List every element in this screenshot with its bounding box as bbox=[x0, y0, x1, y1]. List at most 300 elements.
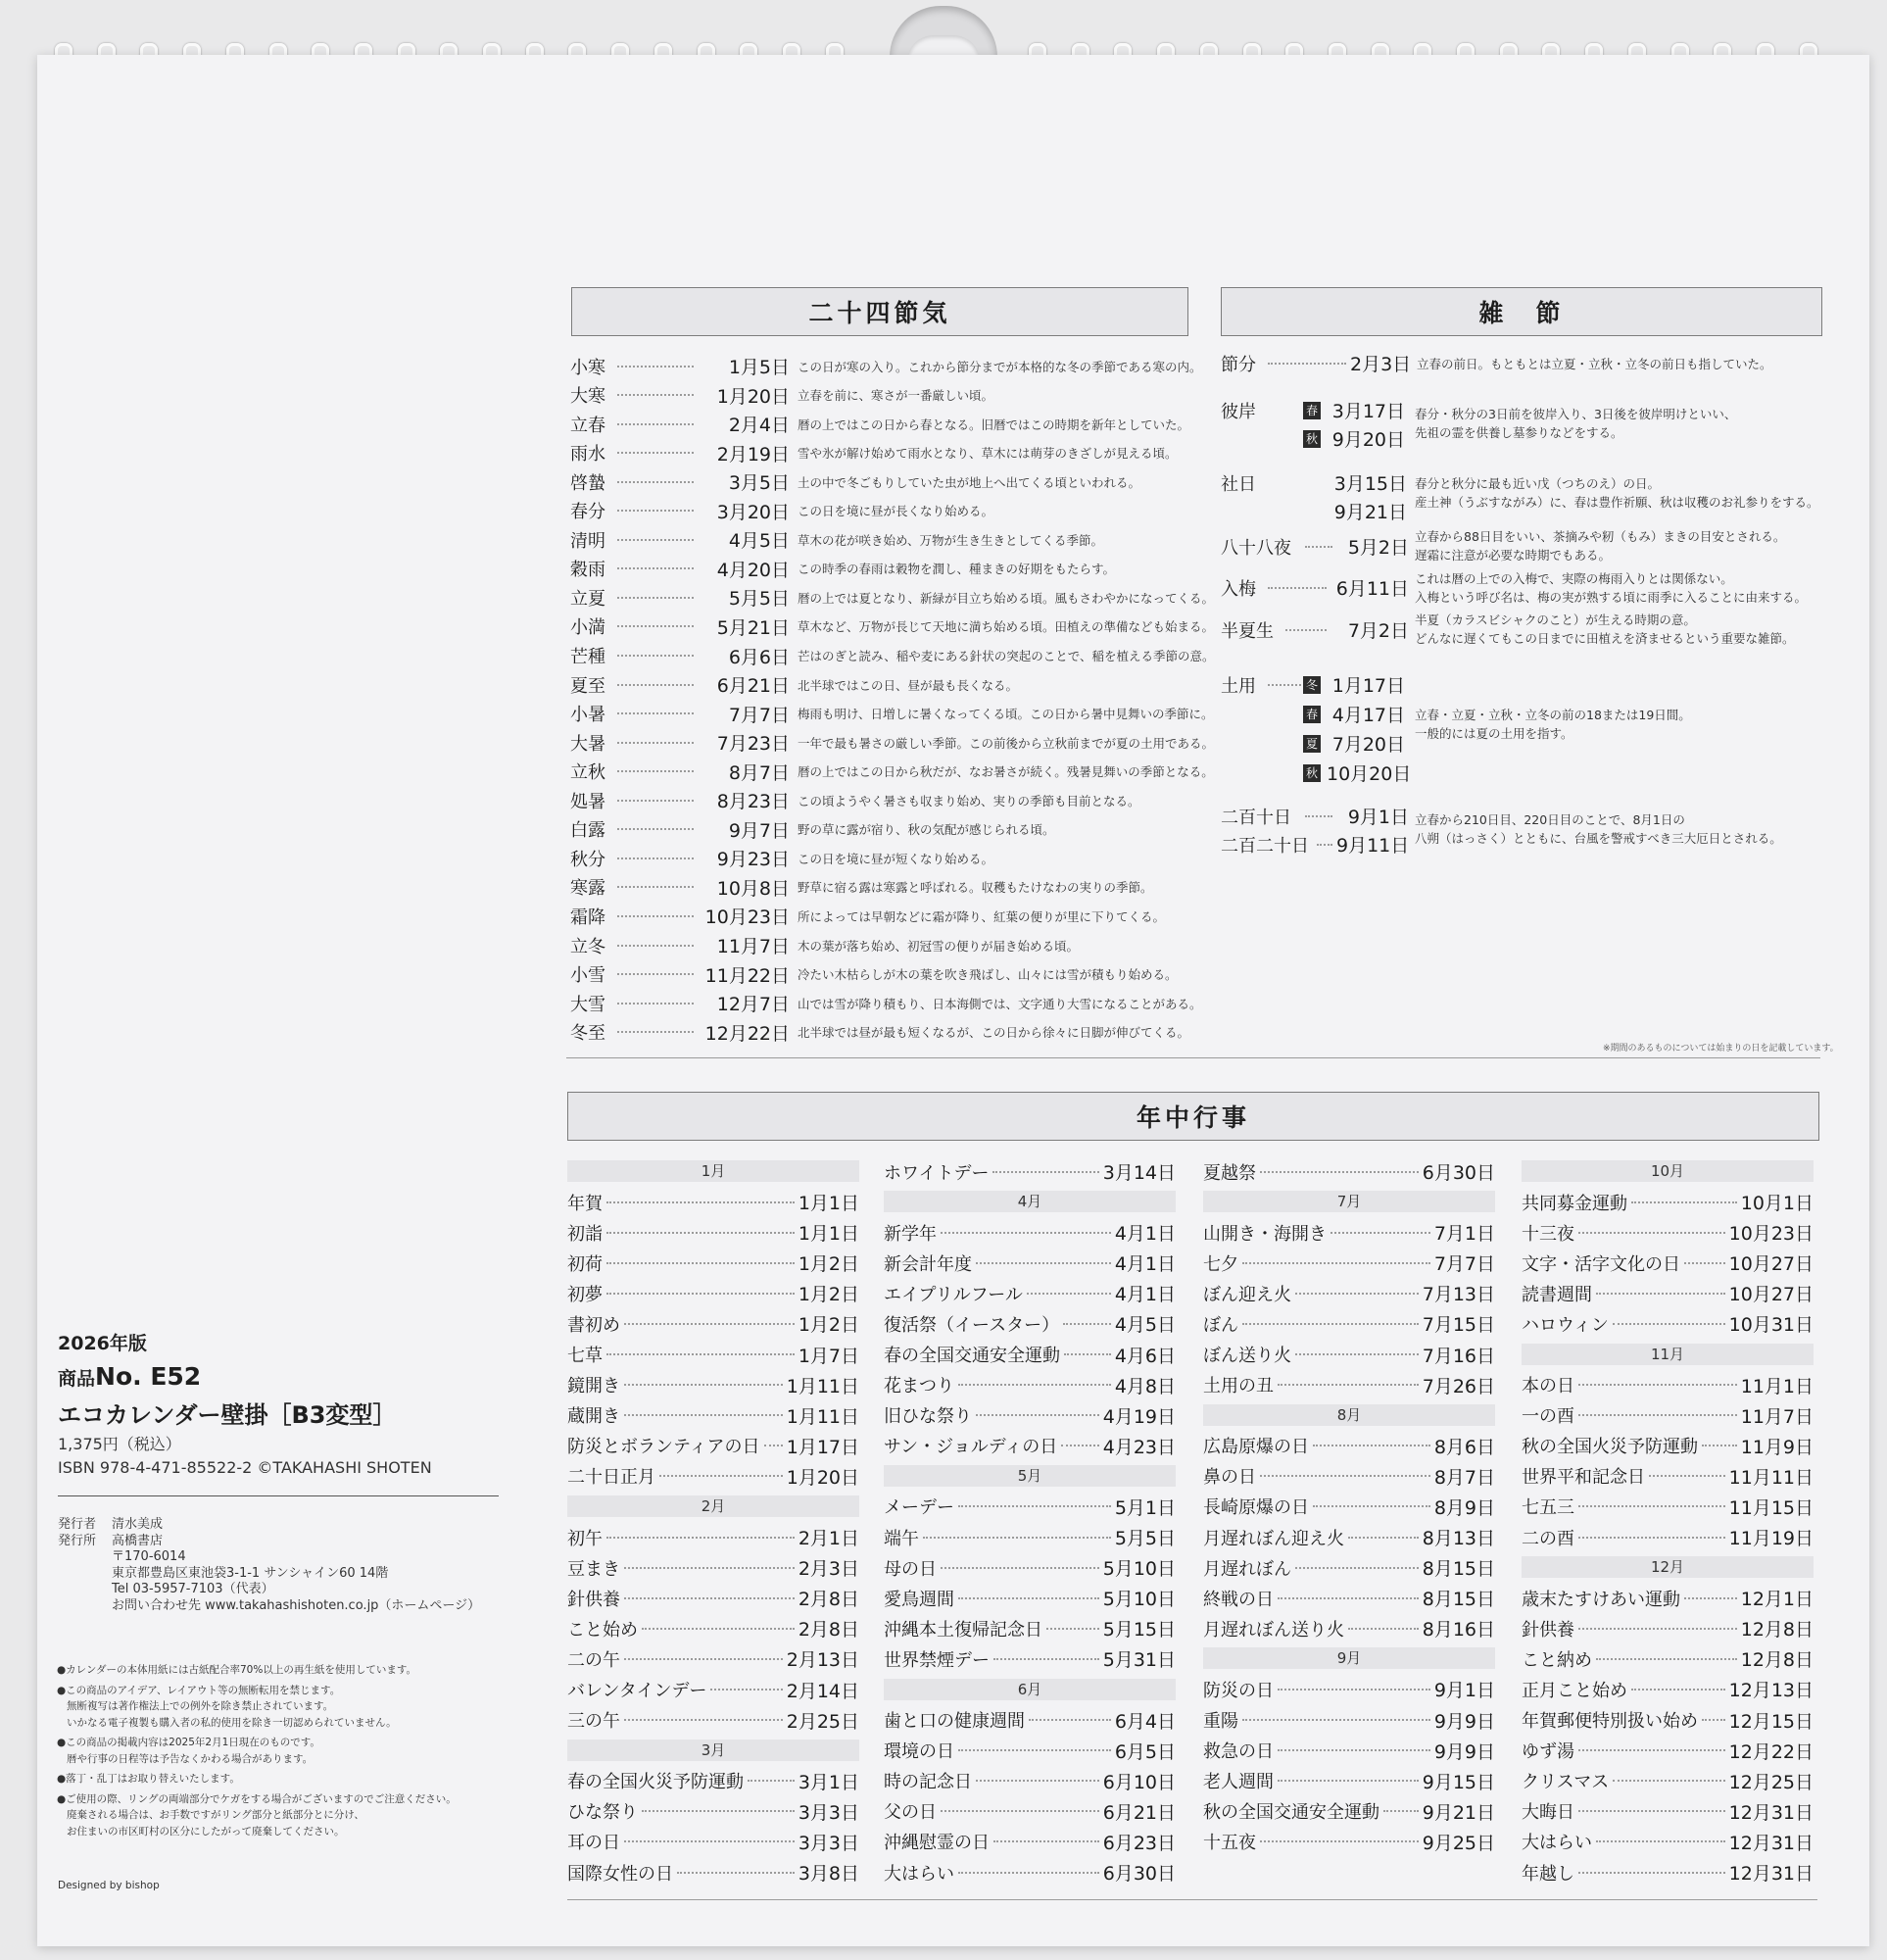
zassetsu-header: 雑 節 bbox=[1221, 287, 1822, 336]
product-number-label: 商品 bbox=[58, 1368, 96, 1390]
zassetsu-date: 4月17日 bbox=[1331, 705, 1405, 726]
season-autumn-box: 秋 bbox=[1303, 430, 1321, 448]
zassetsu-date: 9月11日 bbox=[1336, 835, 1410, 857]
event-row bbox=[884, 1798, 1176, 1825]
sekki-date: 9月23日 bbox=[716, 849, 790, 871]
event-name: ホワイトデー bbox=[884, 1162, 990, 1184]
event-date: 4月1日 bbox=[1114, 1284, 1176, 1306]
event-date: 6月10日 bbox=[1102, 1771, 1176, 1793]
leader-dots bbox=[1295, 1567, 1419, 1569]
event-row bbox=[567, 1250, 859, 1276]
zassetsu-date: 3月15日 bbox=[1333, 473, 1407, 495]
leader-dots bbox=[617, 828, 694, 830]
sekki-desc: 雪や氷が解け始めて雨水となり、草木には萌芽のきざしが見える頃。 bbox=[798, 446, 1178, 462]
sekki-desc: 一年で最も暑さの厳しい季節。この前後から立秋前までが夏の土用である。 bbox=[798, 735, 1215, 751]
month-header: 11月 bbox=[1522, 1344, 1814, 1365]
event-date: 12月31日 bbox=[1728, 1832, 1814, 1854]
month-header: 2月 bbox=[567, 1495, 859, 1517]
month-header: 4月 bbox=[884, 1191, 1176, 1212]
event-row bbox=[567, 1829, 859, 1855]
sekki-name: 白露 bbox=[570, 820, 605, 842]
event-date: 9月1日 bbox=[1433, 1680, 1495, 1702]
leader-dots bbox=[1684, 1262, 1725, 1264]
event-row bbox=[567, 1342, 859, 1368]
event-date: 6月30日 bbox=[1102, 1863, 1176, 1885]
leader-dots bbox=[659, 1475, 783, 1477]
event-name: 書初め bbox=[567, 1314, 620, 1336]
sekki-name: 雨水 bbox=[570, 444, 605, 466]
event-name: 二十日正月 bbox=[567, 1467, 655, 1489]
event-row bbox=[1522, 1463, 1814, 1490]
zassetsu-doyo-3 bbox=[1303, 730, 1405, 757]
sekki-desc: 梅雨も明け、日増しに暑くなってくる頃。この日から暑中見舞いの季節に。 bbox=[798, 707, 1214, 722]
designer-credit: Designed by bishop bbox=[58, 1880, 160, 1891]
leader-dots bbox=[1063, 1323, 1111, 1325]
event-row bbox=[567, 1645, 859, 1672]
event-date: 7月7日 bbox=[1433, 1253, 1495, 1276]
leader-dots bbox=[1578, 1628, 1737, 1630]
leader-dots bbox=[617, 770, 694, 772]
leader-dots bbox=[1305, 546, 1332, 548]
month-header: 10月 bbox=[1522, 1160, 1814, 1182]
event-date: 4月1日 bbox=[1114, 1223, 1176, 1246]
sekki-row bbox=[570, 816, 1055, 843]
event-name: 老人週間 bbox=[1203, 1772, 1274, 1793]
event-date: 5月10日 bbox=[1102, 1589, 1176, 1611]
event-name: 端午 bbox=[884, 1528, 919, 1549]
event-name: 読書週間 bbox=[1522, 1284, 1592, 1305]
event-date: 9月21日 bbox=[1422, 1801, 1495, 1824]
sekki-header: 二十四節気 bbox=[571, 287, 1188, 336]
event-row bbox=[884, 1494, 1176, 1520]
sekki-row bbox=[570, 932, 1079, 958]
sekki-date: 1月20日 bbox=[716, 385, 790, 408]
event-row bbox=[1203, 1433, 1495, 1459]
event-date: 1月11日 bbox=[786, 1375, 859, 1397]
sekki-name: 立春 bbox=[570, 415, 605, 436]
leader-dots bbox=[617, 597, 694, 599]
event-name: 春の全国交通安全運動 bbox=[884, 1346, 1060, 1366]
zassetsu-name: 二百十日 bbox=[1221, 807, 1291, 828]
event-row bbox=[1203, 1524, 1495, 1550]
leader-dots bbox=[617, 481, 694, 483]
event-date: 12月8日 bbox=[1740, 1619, 1814, 1642]
event-date: 7月26日 bbox=[1422, 1375, 1495, 1397]
publisher-value: 高橋書店 bbox=[112, 1533, 164, 1548]
season-autumn-box: 秋 bbox=[1303, 764, 1321, 782]
event-name: 沖縄本土復帰記念日 bbox=[884, 1619, 1042, 1641]
event-date: 1月2日 bbox=[798, 1314, 859, 1337]
event-name: 新学年 bbox=[884, 1223, 937, 1245]
leader-dots bbox=[617, 452, 694, 454]
event-row bbox=[1203, 1798, 1495, 1825]
event-row bbox=[1203, 1676, 1495, 1702]
publisher-value: 清水美成 bbox=[112, 1517, 164, 1532]
event-name: エイプリルフール bbox=[884, 1284, 1023, 1305]
season-winter-box: 冬 bbox=[1303, 676, 1321, 694]
event-row bbox=[884, 1524, 1176, 1550]
event-row bbox=[884, 1402, 1176, 1429]
event-name: 春の全国火災予防運動 bbox=[567, 1772, 744, 1793]
event-name: ぼん送り火 bbox=[1203, 1346, 1291, 1366]
event-name: 豆まき bbox=[567, 1558, 620, 1580]
event-row bbox=[1522, 1829, 1814, 1855]
event-date: 7月15日 bbox=[1422, 1314, 1495, 1337]
event-name: 共同募金運動 bbox=[1522, 1193, 1627, 1214]
sekki-row bbox=[570, 903, 1165, 929]
event-date: 3月8日 bbox=[798, 1863, 859, 1885]
event-name: クリスマス bbox=[1522, 1772, 1610, 1793]
sekki-name: 小満 bbox=[570, 617, 605, 639]
leader-dots bbox=[1596, 1840, 1725, 1842]
sekki-row bbox=[570, 382, 993, 409]
zassetsu-name: 節分 bbox=[1221, 354, 1256, 375]
event-name: 七五三 bbox=[1522, 1497, 1574, 1519]
event-name: 父の日 bbox=[884, 1802, 937, 1824]
zassetsu-name: 社日 bbox=[1221, 474, 1256, 495]
event-date: 1月2日 bbox=[798, 1253, 859, 1276]
event-date: 4月1日 bbox=[1114, 1253, 1176, 1276]
leader-dots bbox=[1578, 1505, 1725, 1507]
desc-line: 半夏（カラスビシャクのこと）が生える時期の意。 bbox=[1415, 612, 1696, 627]
zassetsu-desc bbox=[1415, 527, 1785, 564]
event-date: 11月7日 bbox=[1740, 1405, 1814, 1428]
event-date: 12月25日 bbox=[1728, 1771, 1814, 1793]
leader-dots bbox=[1596, 1658, 1737, 1660]
sekki-desc: 暦の上ではこの日から春となる。旧暦ではこの時期を新年としていた。 bbox=[798, 416, 1190, 432]
sekki-name: 立夏 bbox=[570, 588, 605, 610]
zassetsu-doyo bbox=[1221, 672, 1305, 698]
event-name: 歯と口の健康週間 bbox=[884, 1711, 1025, 1732]
event-name: 年越し bbox=[1522, 1863, 1574, 1885]
leader-dots bbox=[1702, 1719, 1725, 1721]
sekki-name: 大暑 bbox=[570, 733, 605, 755]
leader-dots bbox=[1631, 1689, 1725, 1690]
leader-dots bbox=[617, 712, 694, 714]
leader-dots bbox=[617, 800, 694, 802]
desc-line: 八朔（はっさく）とともに、台風を警戒すべき三大厄日とされる。 bbox=[1415, 831, 1782, 846]
month-header: 6月 bbox=[884, 1679, 1176, 1700]
season-spring-box: 春 bbox=[1303, 402, 1321, 419]
sekki-row bbox=[570, 556, 1115, 582]
sekki-desc: 野草に宿る露は寒露と呼ばれる。収穫もたけなわの実りの季節。 bbox=[798, 880, 1153, 896]
leader-dots bbox=[624, 1414, 783, 1416]
leader-dots bbox=[624, 1384, 783, 1386]
event-row bbox=[884, 1433, 1176, 1459]
product-isbn: ISBN 978-4-471-85522-2 ©TAKAHASHI SHOTEN bbox=[58, 1458, 432, 1477]
event-row bbox=[884, 1829, 1176, 1855]
event-name: 長崎原爆の日 bbox=[1203, 1497, 1309, 1519]
event-name: 秋の全国交通安全運動 bbox=[1203, 1802, 1379, 1824]
leader-dots bbox=[617, 973, 694, 975]
event-date: 2月1日 bbox=[798, 1528, 859, 1549]
event-date: 12月15日 bbox=[1728, 1710, 1814, 1733]
publisher-value: 東京都豊島区東池袋3-1-1 サンシャイン60 14階 bbox=[112, 1565, 389, 1581]
leader-dots bbox=[617, 684, 694, 686]
event-row bbox=[1522, 1798, 1814, 1825]
sekki-date: 10月8日 bbox=[716, 877, 790, 900]
zassetsu-desc bbox=[1415, 706, 1691, 743]
zassetsu-doyo-4 bbox=[1303, 760, 1412, 786]
event-row bbox=[884, 1310, 1176, 1337]
event-name: 針供養 bbox=[1522, 1619, 1574, 1641]
sekki-desc: 北半球ではこの日、昼が最も長くなる。 bbox=[798, 677, 1019, 693]
leader-dots bbox=[1317, 844, 1332, 846]
sekki-name: 大雪 bbox=[570, 994, 605, 1015]
leader-dots bbox=[624, 1597, 795, 1599]
event-name: 初夢 bbox=[567, 1284, 603, 1305]
leader-dots bbox=[606, 1201, 795, 1203]
zassetsu-date: 9月20日 bbox=[1331, 429, 1405, 451]
leader-dots bbox=[1285, 629, 1327, 631]
sekki-name: 霜降 bbox=[570, 906, 605, 928]
zassetsu-name: 半夏生 bbox=[1221, 620, 1274, 642]
leader-dots bbox=[642, 1628, 795, 1630]
event-name: 広島原爆の日 bbox=[1203, 1437, 1309, 1458]
sekki-date: 6月6日 bbox=[728, 646, 790, 668]
desc-line: 産土神（うぶすながみ）に、春は豊作祈願、秋は収穫のお礼参りをする。 bbox=[1415, 495, 1819, 510]
event-name: ぼん迎え火 bbox=[1203, 1284, 1291, 1305]
event-name: 二の午 bbox=[567, 1649, 620, 1671]
leader-dots bbox=[1684, 1597, 1737, 1599]
event-name: サン・ジョルディの日 bbox=[884, 1437, 1058, 1458]
sekki-name: 芒種 bbox=[570, 647, 605, 667]
leader-dots bbox=[958, 1597, 1099, 1599]
event-name: 文字・活字文化の日 bbox=[1522, 1253, 1680, 1275]
notice-line: ●カレンダーの本体用紙には古紙配合率70%以上の再生紙を使用しています。 bbox=[57, 1664, 416, 1676]
zassetsu-desc bbox=[1415, 569, 1807, 607]
event-name: 沖縄慰霊の日 bbox=[884, 1833, 990, 1854]
event-date: 6月30日 bbox=[1422, 1162, 1495, 1184]
sekki-rule bbox=[566, 1057, 1223, 1058]
event-row bbox=[1203, 1342, 1495, 1368]
event-row bbox=[1203, 1372, 1495, 1398]
event-row bbox=[884, 1342, 1176, 1368]
zassetsu-hangesho bbox=[1221, 616, 1409, 643]
event-date: 8月13日 bbox=[1422, 1528, 1495, 1549]
event-date: 6月23日 bbox=[1102, 1832, 1176, 1854]
product-rule bbox=[58, 1495, 499, 1496]
notice-line: 廃棄される場合は、お手数ですがリング部分と紙部分とに分け、 bbox=[67, 1809, 364, 1821]
leader-dots bbox=[1268, 363, 1346, 365]
event-name: ぼん bbox=[1203, 1314, 1238, 1336]
event-date: 10月31日 bbox=[1728, 1314, 1814, 1337]
leader-dots bbox=[1383, 1810, 1419, 1812]
event-row bbox=[1522, 1250, 1814, 1276]
event-row bbox=[1203, 1707, 1495, 1734]
event-row bbox=[567, 1585, 859, 1611]
sekki-desc: 暦の上では夏となり、新緑が目立ち始める頃。風もさわやかになってくる。 bbox=[798, 590, 1215, 606]
zassetsu-nihyaku-1 bbox=[1221, 803, 1409, 829]
sekki-row bbox=[570, 845, 993, 871]
leader-dots bbox=[1295, 1353, 1419, 1355]
event-row bbox=[884, 1280, 1176, 1306]
publisher-key: 発行者 bbox=[58, 1517, 97, 1532]
event-date: 4月23日 bbox=[1102, 1436, 1176, 1458]
event-name: 正月こと始め bbox=[1522, 1680, 1627, 1701]
notice-line: 無断複写は著作権法上での例外を除き禁止されています。 bbox=[67, 1700, 334, 1712]
notice-line: ●この商品のアイデア、レイアウト等の無断転用を禁じます。 bbox=[57, 1684, 341, 1696]
event-row bbox=[884, 1859, 1176, 1886]
event-row bbox=[567, 1524, 859, 1550]
sekki-date: 6月21日 bbox=[716, 675, 790, 698]
event-date: 12月13日 bbox=[1728, 1680, 1814, 1702]
nenchu-header: 年中行事 bbox=[567, 1092, 1819, 1141]
leader-dots bbox=[1268, 587, 1327, 589]
sekki-name: 啓蟄 bbox=[570, 472, 605, 494]
event-name: 針供養 bbox=[567, 1589, 620, 1610]
event-row bbox=[1203, 1250, 1495, 1276]
event-name: 山開き・海開き bbox=[1203, 1223, 1327, 1245]
event-date: 4月5日 bbox=[1114, 1314, 1176, 1337]
event-row bbox=[884, 1250, 1176, 1276]
sekki-desc: 木の葉が落ち始め、初冠雪の便りが届き始める頃。 bbox=[798, 938, 1080, 954]
sekki-name: 春分 bbox=[570, 502, 605, 523]
event-row bbox=[884, 1615, 1176, 1642]
event-name: 初詣 bbox=[567, 1223, 603, 1245]
zassetsu-name: 入梅 bbox=[1221, 578, 1256, 600]
zassetsu-date: 2月3日 bbox=[1350, 354, 1412, 375]
event-row bbox=[1522, 1402, 1814, 1429]
event-row bbox=[567, 1433, 859, 1459]
event-name: 大はらい bbox=[884, 1863, 954, 1885]
event-date: 3月3日 bbox=[798, 1832, 859, 1854]
event-date: 12月22日 bbox=[1728, 1740, 1814, 1763]
sekki-row bbox=[570, 729, 1214, 756]
sekki-desc: 冷たい木枯らしが木の葉を吹き飛ばし、山々には雪が積もり始める。 bbox=[798, 967, 1178, 983]
event-row bbox=[1203, 1310, 1495, 1337]
zassetsu-date: 3月17日 bbox=[1331, 401, 1405, 422]
sekki-row bbox=[570, 874, 1153, 901]
event-row bbox=[1203, 1494, 1495, 1520]
sekki-row bbox=[570, 526, 1103, 553]
event-date: 5月15日 bbox=[1102, 1619, 1176, 1642]
sekki-date: 4月20日 bbox=[716, 559, 790, 581]
leader-dots bbox=[941, 1232, 1111, 1234]
event-name: 蔵開き bbox=[567, 1406, 620, 1428]
sekki-date: 7月7日 bbox=[728, 704, 790, 726]
leader-dots bbox=[1578, 1414, 1737, 1416]
leader-dots bbox=[1578, 1537, 1725, 1539]
sekki-date: 11月7日 bbox=[716, 936, 790, 957]
publisher-value: お問い合わせ先 www.takahashishoten.co.jp（ホームページ） bbox=[112, 1598, 481, 1613]
event-name: 初午 bbox=[567, 1528, 603, 1549]
sekki-row bbox=[570, 584, 1214, 611]
sekki-desc: 草木の花が咲き始め、万物が生き生きとしてくる季節。 bbox=[798, 532, 1104, 548]
event-name: 世界平和記念日 bbox=[1522, 1467, 1645, 1489]
event-row bbox=[884, 1554, 1176, 1581]
zassetsu-name: 八十八夜 bbox=[1221, 537, 1291, 559]
event-date: 8月15日 bbox=[1422, 1558, 1495, 1581]
zassetsu-hachiju bbox=[1221, 533, 1409, 560]
leader-dots bbox=[1064, 1353, 1111, 1355]
zassetsu-date: 7月20日 bbox=[1331, 734, 1405, 756]
desc-line: 入梅という呼び名は、梅の実が熟する頃に雨季に入ることに由来する。 bbox=[1415, 590, 1808, 605]
leader-dots bbox=[624, 1567, 795, 1569]
zassetsu-doyo-2 bbox=[1303, 701, 1405, 727]
desc-line: 立春・立夏・立秋・立冬の前の18または19日間。 bbox=[1415, 708, 1691, 722]
event-date: 7月16日 bbox=[1422, 1345, 1495, 1367]
event-date: 9月9日 bbox=[1433, 1740, 1495, 1763]
sekki-row bbox=[570, 961, 1178, 988]
event-name: 土用の丑 bbox=[1203, 1376, 1274, 1397]
sekki-date: 2月19日 bbox=[716, 443, 790, 466]
month-header: 12月 bbox=[1522, 1556, 1814, 1578]
event-row bbox=[567, 1372, 859, 1398]
sekki-date: 3月20日 bbox=[716, 501, 790, 523]
event-name: 環境の日 bbox=[884, 1741, 954, 1763]
sekki-date: 8月23日 bbox=[716, 791, 790, 813]
leader-dots bbox=[941, 1810, 1099, 1812]
event-date: 4月19日 bbox=[1102, 1405, 1176, 1428]
event-date: 9月9日 bbox=[1433, 1710, 1495, 1733]
event-date: 10月27日 bbox=[1728, 1253, 1814, 1276]
event-row bbox=[1522, 1738, 1814, 1764]
event-date: 11月15日 bbox=[1728, 1496, 1814, 1519]
sekki-row bbox=[570, 440, 1178, 466]
event-name: 三の午 bbox=[567, 1711, 620, 1733]
event-name: 大はらい bbox=[1522, 1833, 1592, 1854]
event-name: 初荷 bbox=[567, 1253, 603, 1275]
leader-dots bbox=[617, 567, 694, 569]
notice-line: ●落丁・乱丁はお取り替えいたします。 bbox=[57, 1773, 240, 1785]
sekki-row bbox=[570, 759, 1214, 785]
leader-dots bbox=[1348, 1537, 1419, 1539]
sekki-name: 寒露 bbox=[570, 878, 605, 900]
event-date: 4月6日 bbox=[1114, 1345, 1176, 1367]
event-name: バレンタインデー bbox=[567, 1681, 707, 1701]
event-row bbox=[884, 1707, 1176, 1734]
leader-dots bbox=[1260, 1475, 1430, 1477]
leader-dots bbox=[1305, 815, 1332, 817]
sekki-row bbox=[570, 671, 1018, 698]
event-date: 8月9日 bbox=[1433, 1496, 1495, 1519]
sekki-date: 12月22日 bbox=[704, 1022, 790, 1045]
event-name: メーデー bbox=[884, 1497, 954, 1519]
sekki-name: 小暑 bbox=[570, 705, 605, 726]
month-header: 3月 bbox=[567, 1740, 859, 1761]
event-date: 11月19日 bbox=[1728, 1528, 1814, 1549]
event-date: 11月9日 bbox=[1740, 1436, 1814, 1458]
event-name: 防災とボランティアの日 bbox=[567, 1437, 760, 1458]
leader-dots bbox=[1613, 1780, 1724, 1782]
zassetsu-date: 9月21日 bbox=[1333, 502, 1407, 523]
leader-dots bbox=[1278, 1689, 1430, 1690]
month-header: 5月 bbox=[884, 1465, 1176, 1487]
sekki-date: 2月4日 bbox=[728, 415, 790, 437]
desc-line: どんなに遅くてもこの日までに田植えを済ませるという重要な雑節。 bbox=[1415, 631, 1795, 646]
sekki-name: 小寒 bbox=[570, 357, 605, 378]
event-name: 旧ひな祭り bbox=[884, 1406, 972, 1428]
event-date: 2月8日 bbox=[798, 1619, 859, 1642]
nenchu-rule bbox=[567, 1899, 1817, 1900]
event-row bbox=[1522, 1280, 1814, 1306]
leader-dots bbox=[764, 1445, 783, 1446]
leader-dots bbox=[606, 1537, 795, 1539]
event-name: ゆず湯 bbox=[1522, 1741, 1574, 1763]
event-date: 9月25日 bbox=[1422, 1832, 1495, 1854]
leader-dots bbox=[976, 1262, 1111, 1264]
zassetsu-date: 10月20日 bbox=[1327, 763, 1412, 785]
sekki-date: 12月7日 bbox=[716, 994, 790, 1016]
event-date: 3月3日 bbox=[798, 1801, 859, 1824]
event-row bbox=[567, 1615, 859, 1642]
sekki-date: 7月23日 bbox=[716, 733, 790, 756]
event-date: 3月1日 bbox=[798, 1771, 859, 1793]
zassetsu-rule bbox=[1221, 1057, 1820, 1058]
desc-line: これは暦の上での入梅で、実際の梅雨入りとは関係ない。 bbox=[1415, 571, 1733, 586]
month-header: 8月 bbox=[1203, 1404, 1495, 1426]
